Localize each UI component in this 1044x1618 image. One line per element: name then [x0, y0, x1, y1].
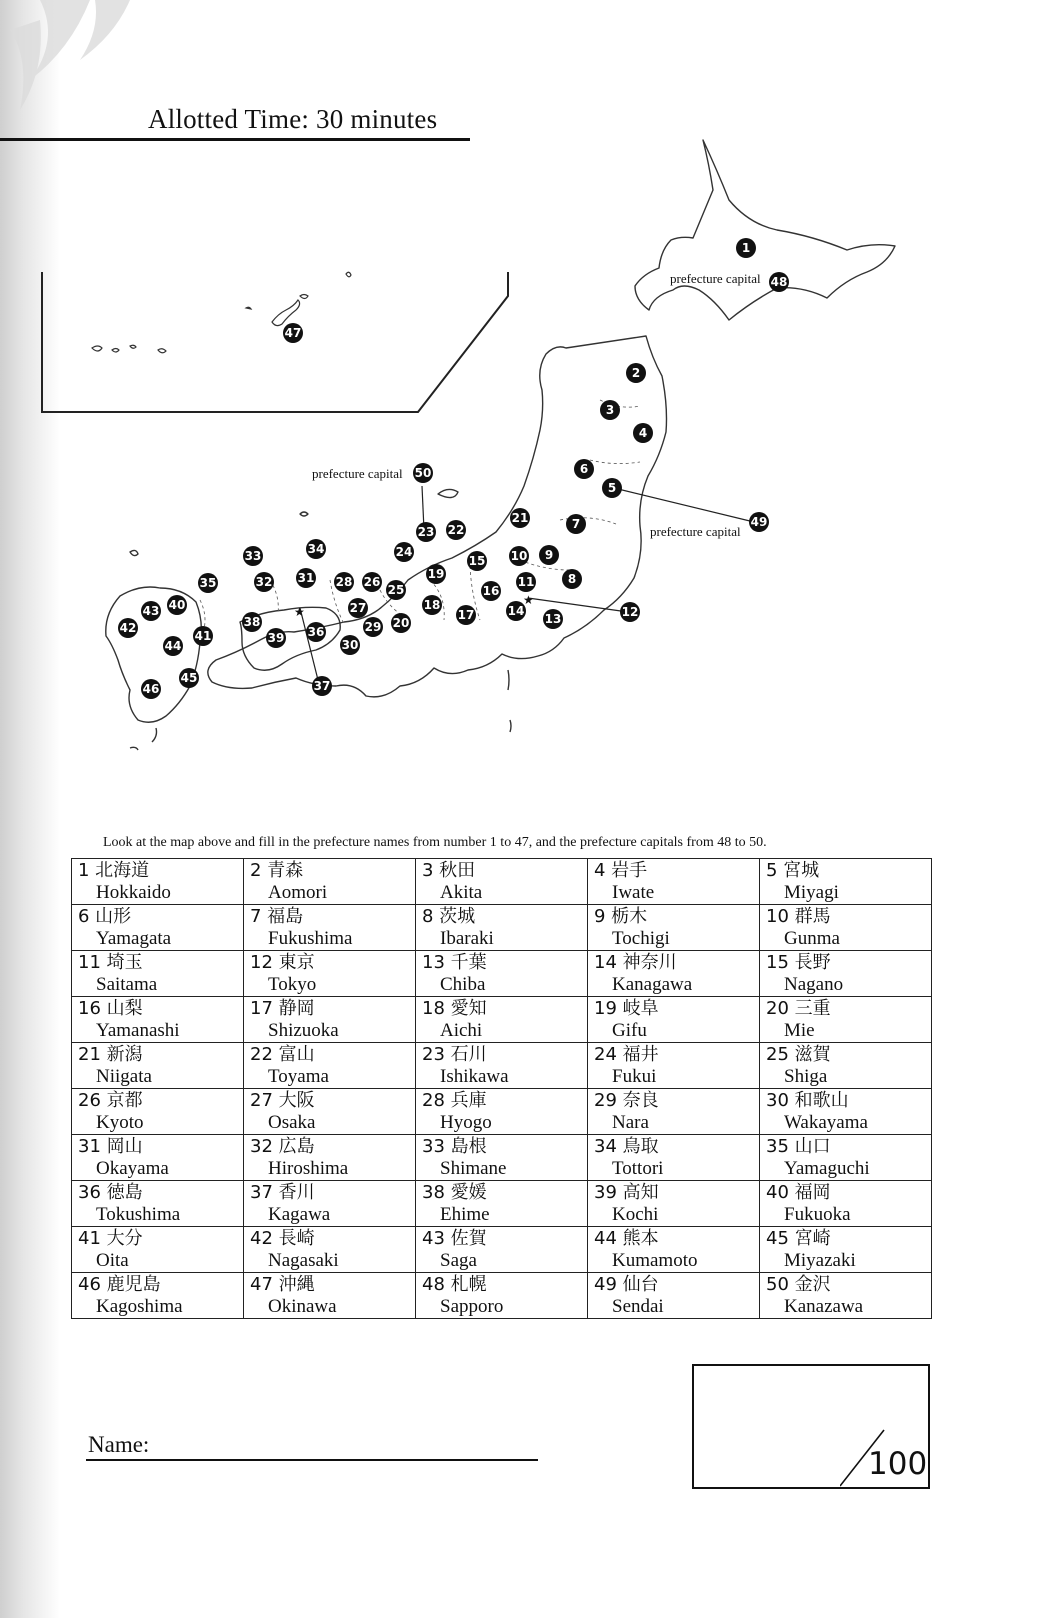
prefecture-romaji: Kanazawa	[784, 1296, 864, 1317]
prefecture-romaji: Miyagi	[784, 882, 839, 903]
prefecture-number-kanji: 50 金沢	[766, 1274, 831, 1295]
prefecture-cell	[588, 1135, 760, 1181]
number-badge-12	[620, 602, 640, 622]
prefecture-cell	[588, 905, 760, 951]
prefecture-number-kanji: 39 高知	[594, 1182, 659, 1203]
corner-ornament	[0, 0, 150, 120]
prefecture-number-kanji: 3 秋田	[422, 860, 476, 881]
prefecture-number-kanji: 29 奈良	[594, 1090, 659, 1111]
prefecture-romaji: Oita	[96, 1250, 129, 1271]
prefecture-number-kanji: 34 鳥取	[594, 1136, 659, 1157]
prefecture-number-kanji: 27 大阪	[250, 1090, 315, 1111]
prefecture-cell	[588, 1227, 760, 1273]
prefecture-number-kanji: 20 三重	[766, 998, 831, 1019]
number-badge-32	[254, 572, 274, 592]
prefecture-romaji: Tochigi	[612, 928, 670, 949]
prefecture-number-kanji: 32 広島	[250, 1136, 315, 1157]
prefecture-romaji: Tottori	[612, 1158, 664, 1179]
prefecture-cell	[244, 1089, 416, 1135]
prefecture-number-kanji: 47 沖縄	[250, 1274, 315, 1295]
number-badge-26	[362, 572, 382, 592]
prefecture-cell	[588, 951, 760, 997]
svg-text:21: 21	[511, 511, 529, 525]
prefecture-number-kanji: 5 宮城	[766, 860, 820, 881]
svg-text:29: 29	[364, 620, 382, 634]
prefecture-romaji: Hiroshima	[268, 1158, 349, 1179]
number-badge-37	[312, 676, 332, 696]
number-badge-45	[179, 668, 199, 688]
prefecture-cell	[244, 951, 416, 997]
number-badge-4	[633, 423, 653, 443]
prefecture-cell	[588, 1273, 760, 1319]
prefecture-table	[71, 858, 932, 1319]
prefecture-romaji: Hokkaido	[96, 882, 171, 903]
number-badge-1	[736, 238, 756, 258]
prefecture-number-kanji: 45 宮崎	[766, 1228, 831, 1249]
svg-text:35: 35	[199, 576, 217, 590]
prefecture-cell	[760, 997, 932, 1043]
svg-text:39: 39	[267, 631, 285, 645]
number-badge-15	[467, 551, 487, 571]
prefecture-number-kanji: 24 福井	[594, 1044, 659, 1065]
prefecture-cell	[416, 1089, 588, 1135]
number-badge-39	[266, 628, 286, 648]
prefecture-romaji: Okinawa	[268, 1296, 337, 1317]
table-row	[72, 859, 932, 905]
number-badge-11	[516, 572, 536, 592]
prefecture-number-kanji: 42 長崎	[250, 1228, 315, 1249]
prefecture-number-kanji: 49 仙台	[594, 1274, 659, 1295]
prefecture-romaji: Fukushima	[268, 928, 353, 949]
prefecture-cell	[416, 1135, 588, 1181]
capital-label-49: prefecture capital	[650, 524, 741, 539]
prefecture-number-kanji: 25 滋賀	[766, 1044, 831, 1065]
table-row	[72, 1043, 932, 1089]
prefecture-cell	[760, 1181, 932, 1227]
svg-text:37: 37	[313, 679, 331, 693]
svg-text:14: 14	[507, 604, 525, 618]
table-row	[72, 1135, 932, 1181]
number-badge-38	[242, 612, 262, 632]
prefecture-romaji: Kumamoto	[612, 1250, 698, 1271]
svg-text:41: 41	[194, 629, 212, 643]
prefecture-number-kanji: 26 京都	[78, 1090, 143, 1111]
prefecture-romaji: Sapporo	[440, 1296, 504, 1317]
prefecture-number-kanji: 48 札幌	[422, 1274, 487, 1295]
prefecture-number-kanji: 11 埼玉	[78, 952, 143, 973]
svg-text:42: 42	[119, 621, 137, 635]
svg-text:40: 40	[168, 598, 186, 612]
score-total: 100	[868, 1446, 928, 1482]
prefecture-cell	[416, 905, 588, 951]
prefecture-number-kanji: 10 群馬	[766, 906, 831, 927]
prefecture-cell	[760, 1135, 932, 1181]
svg-text:47: 47	[284, 326, 302, 340]
number-badge-44	[163, 636, 183, 656]
number-badge-21	[510, 508, 530, 528]
prefecture-cell	[72, 1089, 244, 1135]
prefecture-cell	[588, 1089, 760, 1135]
svg-text:8: 8	[567, 572, 577, 586]
prefecture-cell	[588, 1043, 760, 1089]
prefecture-romaji: Nagano	[784, 974, 844, 995]
prefecture-romaji: Fukui	[612, 1066, 657, 1087]
prefecture-cell	[588, 1181, 760, 1227]
prefecture-cell	[760, 859, 932, 905]
prefecture-romaji: Nagasaki	[268, 1250, 339, 1271]
capital-label-50: prefecture capital	[312, 466, 403, 481]
svg-text:16: 16	[482, 584, 500, 598]
number-badge-27	[348, 598, 368, 618]
prefecture-romaji: Shiga	[784, 1066, 828, 1087]
svg-text:18: 18	[423, 598, 441, 612]
svg-text:11: 11	[517, 575, 535, 589]
prefecture-romaji: Tokushima	[96, 1204, 181, 1225]
prefecture-romaji: Yamagata	[96, 928, 172, 949]
table-row	[72, 1181, 932, 1227]
prefecture-romaji: Wakayama	[784, 1112, 868, 1133]
svg-text:38: 38	[243, 615, 261, 629]
prefecture-cell	[244, 1273, 416, 1319]
prefecture-number-kanji: 1 北海道	[78, 860, 150, 881]
svg-text:34: 34	[307, 542, 325, 556]
prefecture-cell	[72, 997, 244, 1043]
svg-text:45: 45	[180, 671, 198, 685]
prefecture-cell	[72, 859, 244, 905]
prefecture-number-kanji: 37 香川	[250, 1182, 315, 1203]
prefecture-cell	[72, 1273, 244, 1319]
table-row	[72, 1273, 932, 1319]
prefecture-romaji: Fukuoka	[784, 1204, 851, 1225]
prefecture-romaji: Hyogo	[440, 1112, 492, 1133]
japan-map	[0, 130, 1044, 780]
number-badge-36	[306, 622, 326, 642]
prefecture-number-kanji: 16 山梨	[78, 998, 143, 1019]
prefecture-cell	[244, 997, 416, 1043]
number-badge-22	[446, 520, 466, 540]
prefecture-cell	[760, 1273, 932, 1319]
number-badge-8	[562, 569, 582, 589]
prefecture-romaji: Ishikawa	[440, 1066, 509, 1087]
prefecture-romaji: Kanagawa	[612, 974, 693, 995]
prefecture-romaji: Gunma	[784, 928, 840, 949]
prefecture-cell	[72, 1181, 244, 1227]
prefecture-number-kanji: 46 鹿児島	[78, 1274, 161, 1295]
number-badge-19	[426, 564, 446, 584]
svg-text:48: 48	[770, 275, 788, 289]
number-badge-40	[167, 595, 187, 615]
prefecture-number-kanji: 43 佐賀	[422, 1228, 487, 1249]
prefecture-number-kanji: 44 熊本	[594, 1228, 659, 1249]
prefecture-romaji: Tokyo	[268, 974, 317, 995]
prefecture-romaji: Nara	[612, 1112, 649, 1133]
hokkaido-shape	[635, 140, 895, 320]
prefecture-romaji: Kochi	[612, 1204, 659, 1225]
prefecture-number-kanji: 28 兵庫	[422, 1090, 487, 1111]
prefecture-cell	[244, 905, 416, 951]
instructions-text: Look at the map above and fill in the prefecture names from number 1 to 47, and the prefecture capitals from 48 to 50.	[103, 835, 767, 850]
svg-text:23: 23	[417, 525, 435, 539]
prefecture-cell	[760, 1227, 932, 1273]
prefecture-cell	[760, 1043, 932, 1089]
prefecture-number-kanji: 35 山口	[766, 1136, 831, 1157]
prefecture-cell	[244, 1227, 416, 1273]
number-badge-42	[118, 618, 138, 638]
prefecture-romaji: Mie	[784, 1020, 815, 1041]
prefecture-cell	[72, 1043, 244, 1089]
prefecture-romaji: Akita	[440, 882, 483, 903]
japan-outline	[106, 140, 895, 750]
prefecture-number-kanji: 4 岩手	[594, 860, 648, 881]
prefecture-cell	[416, 1181, 588, 1227]
svg-text:20: 20	[392, 616, 410, 630]
prefecture-romaji: Niigata	[96, 1066, 152, 1087]
prefecture-cell	[244, 859, 416, 905]
svg-text:10: 10	[510, 549, 528, 563]
svg-text:5: 5	[607, 481, 617, 495]
svg-text:1: 1	[741, 241, 751, 255]
name-input-line[interactable]	[86, 1459, 538, 1461]
number-badge-10	[509, 546, 529, 566]
number-badge-49	[749, 512, 769, 532]
number-badge-47	[283, 323, 303, 343]
prefecture-cell	[244, 1181, 416, 1227]
number-badge-17	[456, 605, 476, 625]
number-badges	[118, 238, 789, 699]
name-label: Name:	[88, 1432, 150, 1457]
prefecture-number-kanji: 12 東京	[250, 952, 315, 973]
number-badge-48	[769, 272, 789, 292]
prefecture-romaji: Kyoto	[96, 1112, 144, 1133]
prefecture-romaji: Ibaraki	[440, 928, 494, 949]
prefecture-cell	[72, 1135, 244, 1181]
prefecture-cell	[588, 997, 760, 1043]
number-badge-29	[363, 617, 383, 637]
svg-text:30: 30	[341, 638, 359, 652]
svg-text:7: 7	[571, 517, 581, 531]
prefecture-number-kanji: 33 島根	[422, 1136, 487, 1157]
number-badge-24	[394, 542, 414, 562]
svg-text:27: 27	[349, 601, 367, 615]
prefecture-number-kanji: 6 山形	[78, 906, 132, 927]
prefecture-cell	[760, 951, 932, 997]
prefecture-number-kanji: 18 愛知	[422, 998, 487, 1019]
prefecture-number-kanji: 8 茨城	[422, 906, 476, 927]
number-badge-41	[193, 626, 213, 646]
number-badge-30	[340, 635, 360, 655]
prefecture-romaji: Sendai	[612, 1296, 664, 1317]
prefecture-romaji: Toyama	[268, 1066, 329, 1087]
prefecture-number-kanji: 40 福岡	[766, 1182, 831, 1203]
svg-text:★: ★	[294, 605, 305, 619]
prefecture-romaji: Yamanashi	[96, 1020, 180, 1041]
number-badge-3	[600, 400, 620, 420]
prefecture-number-kanji: 13 千葉	[422, 952, 487, 973]
prefecture-cell	[244, 1135, 416, 1181]
svg-text:13: 13	[544, 612, 562, 626]
prefecture-cell	[72, 951, 244, 997]
svg-text:25: 25	[387, 583, 405, 597]
prefecture-romaji: Iwate	[612, 882, 655, 903]
svg-text:33: 33	[244, 549, 262, 563]
prefecture-cell	[416, 951, 588, 997]
number-badge-31	[296, 568, 316, 588]
okinawa-inset-frame	[42, 272, 508, 412]
prefecture-romaji: Shizuoka	[268, 1020, 339, 1041]
prefecture-cell	[760, 1089, 932, 1135]
svg-text:2: 2	[631, 366, 641, 380]
prefecture-romaji: Okayama	[96, 1158, 169, 1179]
svg-text:32: 32	[255, 575, 273, 589]
prefecture-number-kanji: 21 新潟	[78, 1044, 143, 1065]
table-row	[72, 1227, 932, 1273]
prefecture-romaji: Saga	[440, 1250, 477, 1271]
prefecture-romaji: Saitama	[96, 974, 158, 995]
svg-text:49: 49	[750, 515, 768, 529]
prefecture-cell	[416, 1273, 588, 1319]
svg-text:6: 6	[579, 462, 589, 476]
prefecture-romaji: Chiba	[440, 974, 486, 995]
svg-text:19: 19	[427, 567, 445, 581]
number-badge-33	[243, 546, 263, 566]
capital-label-48: prefecture capital	[670, 271, 761, 286]
number-badge-20	[391, 613, 411, 633]
prefecture-romaji: Miyazaki	[784, 1250, 856, 1271]
svg-text:26: 26	[363, 575, 381, 589]
svg-text:17: 17	[457, 608, 475, 622]
prefecture-romaji: Osaka	[268, 1112, 316, 1133]
number-badge-14	[506, 601, 526, 621]
prefecture-number-kanji: 14 神奈川	[594, 952, 677, 973]
allotted-time-title: Allotted Time: 30 minutes	[148, 104, 438, 134]
prefecture-romaji: Kagoshima	[96, 1296, 183, 1317]
prefecture-number-kanji: 19 岐阜	[594, 998, 659, 1019]
prefecture-cell	[416, 1043, 588, 1089]
prefecture-cell	[416, 859, 588, 905]
prefecture-number-kanji: 23 石川	[422, 1044, 487, 1065]
svg-text:24: 24	[395, 545, 413, 559]
prefecture-cell	[72, 1227, 244, 1273]
svg-text:12: 12	[621, 605, 639, 619]
prefecture-romaji: Gifu	[612, 1020, 647, 1041]
number-badge-9	[539, 545, 559, 565]
prefecture-romaji: Yamaguchi	[784, 1158, 870, 1179]
prefecture-number-kanji: 17 静岡	[250, 998, 315, 1019]
number-badge-23	[416, 522, 436, 542]
number-badge-6	[574, 459, 594, 479]
prefecture-number-kanji: 9 栃木	[594, 906, 648, 927]
table-row	[72, 1089, 932, 1135]
prefecture-number-kanji: 7 福島	[250, 906, 304, 927]
svg-text:4: 4	[638, 426, 648, 440]
prefecture-number-kanji: 15 長野	[766, 952, 831, 973]
number-badge-7	[566, 514, 586, 534]
number-badge-50	[413, 463, 433, 483]
svg-text:15: 15	[468, 554, 486, 568]
svg-text:50: 50	[414, 466, 432, 480]
prefecture-number-kanji: 31 岡山	[78, 1136, 143, 1157]
prefecture-number-kanji: 22 富山	[250, 1044, 315, 1065]
prefecture-romaji: Shimane	[440, 1158, 507, 1179]
number-badge-25	[386, 580, 406, 600]
okinawa-islands	[92, 272, 351, 353]
number-badge-34	[306, 539, 326, 559]
svg-text:46: 46	[142, 682, 160, 696]
number-badge-46	[141, 679, 161, 699]
number-badge-28	[334, 572, 354, 592]
prefecture-number-kanji: 41 大分	[78, 1228, 143, 1249]
table-row	[72, 905, 932, 951]
svg-text:31: 31	[297, 571, 315, 585]
prefecture-number-kanji: 30 和歌山	[766, 1090, 849, 1111]
svg-text:44: 44	[164, 639, 182, 653]
svg-text:22: 22	[447, 523, 465, 537]
prefecture-cell	[72, 905, 244, 951]
prefecture-romaji: Kagawa	[268, 1204, 331, 1225]
number-badge-13	[543, 609, 563, 629]
prefecture-cell	[416, 997, 588, 1043]
prefecture-cell	[588, 859, 760, 905]
svg-text:9: 9	[544, 548, 554, 562]
svg-text:★: ★	[523, 593, 534, 607]
prefecture-number-kanji: 38 愛媛	[422, 1182, 487, 1203]
prefecture-number-kanji: 36 徳島	[78, 1182, 143, 1203]
prefecture-cell	[760, 905, 932, 951]
svg-text:3: 3	[605, 403, 615, 417]
svg-text:28: 28	[335, 575, 353, 589]
svg-text:36: 36	[307, 625, 325, 639]
number-badge-16	[481, 581, 501, 601]
prefecture-cell	[416, 1227, 588, 1273]
prefecture-romaji: Aichi	[440, 1020, 483, 1041]
svg-text:43: 43	[142, 604, 160, 618]
number-badge-5	[602, 478, 622, 498]
number-badge-43	[141, 601, 161, 621]
prefecture-cell	[244, 1043, 416, 1089]
number-badge-2	[626, 363, 646, 383]
table-row	[72, 997, 932, 1043]
number-badge-35	[198, 573, 218, 593]
prefecture-number-kanji: 2 青森	[250, 860, 304, 881]
number-badge-18	[422, 595, 442, 615]
table-row	[72, 951, 932, 997]
prefecture-romaji: Ehime	[440, 1204, 490, 1225]
prefecture-romaji: Aomori	[268, 882, 328, 903]
